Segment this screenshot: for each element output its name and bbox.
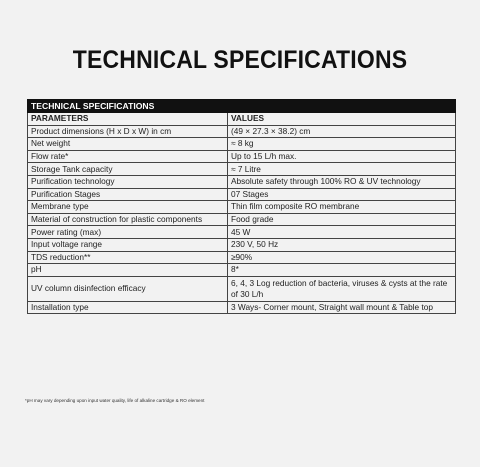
table-banner-row <box>28 100 456 113</box>
footnote: *pH may vary depending upon input water quality, life of alkaline cartridge & RO element <box>25 398 205 403</box>
header-parameters: PARAMETERS <box>28 113 228 126</box>
row-parameter: Installation type <box>28 301 228 314</box>
spec-table <box>27 99 456 314</box>
row-value: ≥90% <box>228 251 456 264</box>
row-value: Absolute safety through 100% RO & UV technology <box>228 175 456 188</box>
row-parameter: Flow rate* <box>28 150 228 163</box>
row-parameter: UV column disinfection efficacy <box>28 276 228 301</box>
table-row <box>28 238 456 251</box>
row-value: 3 Ways- Corner mount, Straight wall mount & Table top <box>228 301 456 314</box>
table-banner: TECHNICAL SPECIFICATIONS <box>28 100 456 113</box>
table-row <box>28 251 456 264</box>
row-parameter: Power rating (max) <box>28 226 228 239</box>
table-row <box>28 264 456 277</box>
row-value: Up to 15 L/h max. <box>228 150 456 163</box>
row-value: 230 V, 50 Hz <box>228 238 456 251</box>
header-values: VALUES <box>228 113 456 126</box>
page-title: TECHNICAL SPECIFICATIONS <box>72 46 408 74</box>
row-value: ≈ 8 kg <box>228 138 456 151</box>
table-row <box>28 213 456 226</box>
table-row <box>28 226 456 239</box>
table-row <box>28 201 456 214</box>
table-row <box>28 276 456 301</box>
table-row <box>28 175 456 188</box>
row-parameter: Membrane type <box>28 201 228 214</box>
row-value: Thin film composite RO membrane <box>228 201 456 214</box>
row-parameter: Product dimensions (H x D x W) in cm <box>28 125 228 138</box>
row-value: 8* <box>228 264 456 277</box>
row-value: (49 × 27.3 × 38.2) cm <box>228 125 456 138</box>
table-header-row <box>28 113 456 126</box>
row-value: 07 Stages <box>228 188 456 201</box>
row-parameter: Input voltage range <box>28 238 228 251</box>
row-parameter: Purification Stages <box>28 188 228 201</box>
table-row <box>28 188 456 201</box>
row-parameter: Net weight <box>28 138 228 151</box>
table-row <box>28 301 456 314</box>
table-row <box>28 163 456 176</box>
table-row <box>28 125 456 138</box>
table-row <box>28 150 456 163</box>
row-parameter: Material of construction for plastic components <box>28 213 228 226</box>
row-value: 45 W <box>228 226 456 239</box>
row-value: Food grade <box>228 213 456 226</box>
row-value: 6, 4, 3 Log reduction of bacteria, viruses & cysts at the rate of 30 L/h <box>228 276 456 301</box>
row-parameter: pH <box>28 264 228 277</box>
row-parameter: TDS reduction** <box>28 251 228 264</box>
row-parameter: Purification technology <box>28 175 228 188</box>
row-parameter: Storage Tank capacity <box>28 163 228 176</box>
row-value: ≈ 7 Litre <box>228 163 456 176</box>
table-row <box>28 138 456 151</box>
